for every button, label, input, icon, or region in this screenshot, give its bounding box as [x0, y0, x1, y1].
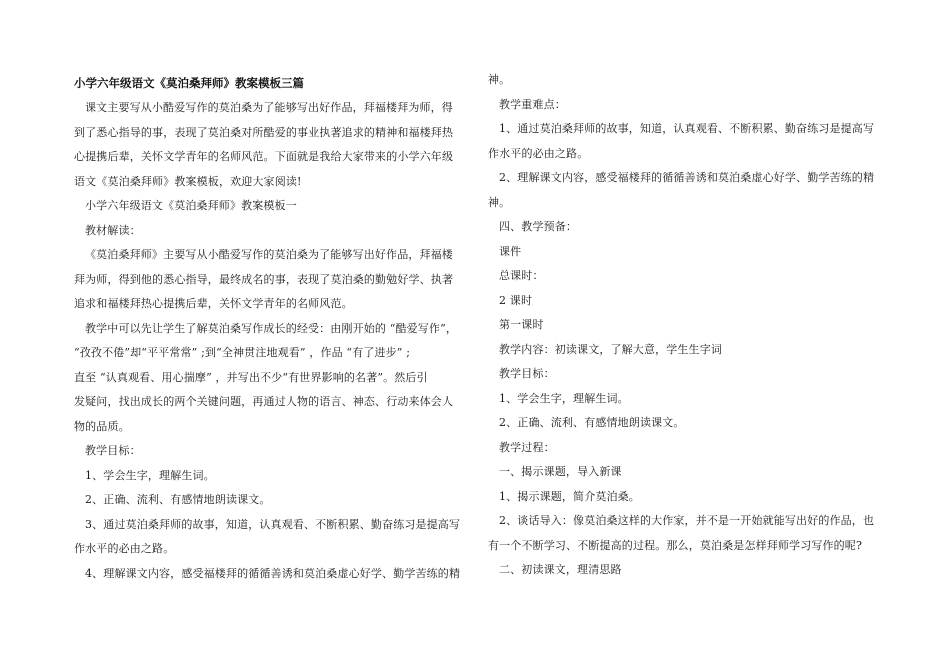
text-line: 课文主要写从小酷爱写作的莫泊桑为了能够写出好作品，拜福楼拜为师，得 [85, 101, 453, 114]
text-line: 1、学会生字，理解生词。 [85, 468, 215, 482]
text-line: 课件 [499, 244, 522, 258]
text-line: 有一个不断学习、不断提高的过程。那么，莫泊桑是怎样拜师学习写作的呢? [488, 538, 862, 552]
text-line: 1、学会生字，理解生词。 [499, 391, 629, 405]
right-column [488, 68, 875, 583]
text-line: 《莫泊桑拜师》主要写从小酷爱写作的莫泊桑为了能够写出好作品，拜福楼 [85, 248, 453, 261]
text-line: 四、教学预备： [499, 220, 578, 233]
text-line: “孜孜不倦”却“平平常常” ;到“全神贯注地观看” ，作品 “有了进步” ; [74, 346, 411, 359]
text-line: 2、谈话导入：像莫泊桑这样的大作家，并不是一开始就能写出好的作品，也 [499, 514, 875, 527]
text-line: 拜为师，得到他的悉心指导，最终成名的事，表现了莫泊桑的勤勉好学、执著 [74, 272, 454, 286]
text-line: 作水平的必由之路。 [74, 542, 175, 555]
text-line: 2、正确、流利、有感情地朗读课文。 [499, 416, 685, 429]
text-line: 神。 [488, 73, 511, 86]
text-line: 总课时： [499, 269, 544, 282]
text-line: 心提携后辈，关怀文学青年的名师风范。下面就是我给大家带来的小学六年级 [74, 150, 454, 163]
text-line: 2、正确、流利、有感情地朗读课文。 [85, 493, 271, 506]
text-line: 教材解读： [85, 223, 141, 237]
text-line: 3、通过莫泊桑拜师的故事，知道，认真观看、不断积累、勤奋练习是提高写 [85, 517, 461, 531]
left-column [74, 72, 464, 586]
text-line: 教学目标： [85, 444, 141, 457]
text-line: 教学内容：初读课文，了解大意，学生生字词 [499, 342, 722, 356]
text-line: 第一课时 [499, 318, 544, 331]
text-line: 物的品质。 [74, 419, 130, 433]
text-line: 2、理解课文内容，感受福楼拜的循循善诱和莫泊桑虚心好学、勤学苦练的精 [499, 171, 875, 184]
text-line: 教学目标： [499, 367, 555, 380]
text-line: 教学中可以先让学生了解莫泊桑写作成长的经受：由刚开始的 “酷爱写作”， [85, 321, 457, 335]
text-line: 教学重难点： [499, 97, 566, 111]
text-line: 作水平的必由之路。 [488, 146, 589, 160]
text-line: 追求和福楼拜热心提携后辈，关怀文学青年的名师风范。 [74, 297, 353, 310]
text-line: 1、揭示课题，简介莫泊桑。 [499, 489, 640, 503]
text-line: 1、通过莫泊桑拜师的故事，知道，认真观看、不断积累、勤奋练习是提高写 [499, 122, 875, 135]
text-line: 直至 “认真观看、用心揣摩” ，并写出不少“有世界影响的名著”。然后引 [74, 370, 428, 384]
document-title: 小学六年级语文《莫泊桑拜师》教案模板三篇 [74, 76, 304, 90]
text-line: 神。 [488, 195, 511, 209]
text-line: 到了悉心指导的事，表现了莫泊桑对所酷爱的事业执著追求的精神和福楼拜热 [74, 125, 454, 139]
text-line: 二、初读课文，理清思路 [499, 563, 622, 576]
text-line: 2 课时 [499, 293, 533, 307]
text-line: 发疑问，找出成长的两个关键问题，再通过人物的语言、神态、行动来体会人 [74, 395, 454, 408]
text-line: 4、理解课文内容，感受福楼拜的循循善诱和莫泊桑虚心好学、勤学苦练的精 [85, 566, 461, 580]
text-line: 小学六年级语文《莫泊桑拜师》教案模板一 [85, 199, 297, 212]
text-line: 语文《莫泊桑拜师》教案模板，欢迎大家阅读! [74, 174, 302, 188]
text-line: 教学过程： [499, 440, 555, 454]
text-line: 一、揭示课题，导入新课 [499, 465, 622, 478]
